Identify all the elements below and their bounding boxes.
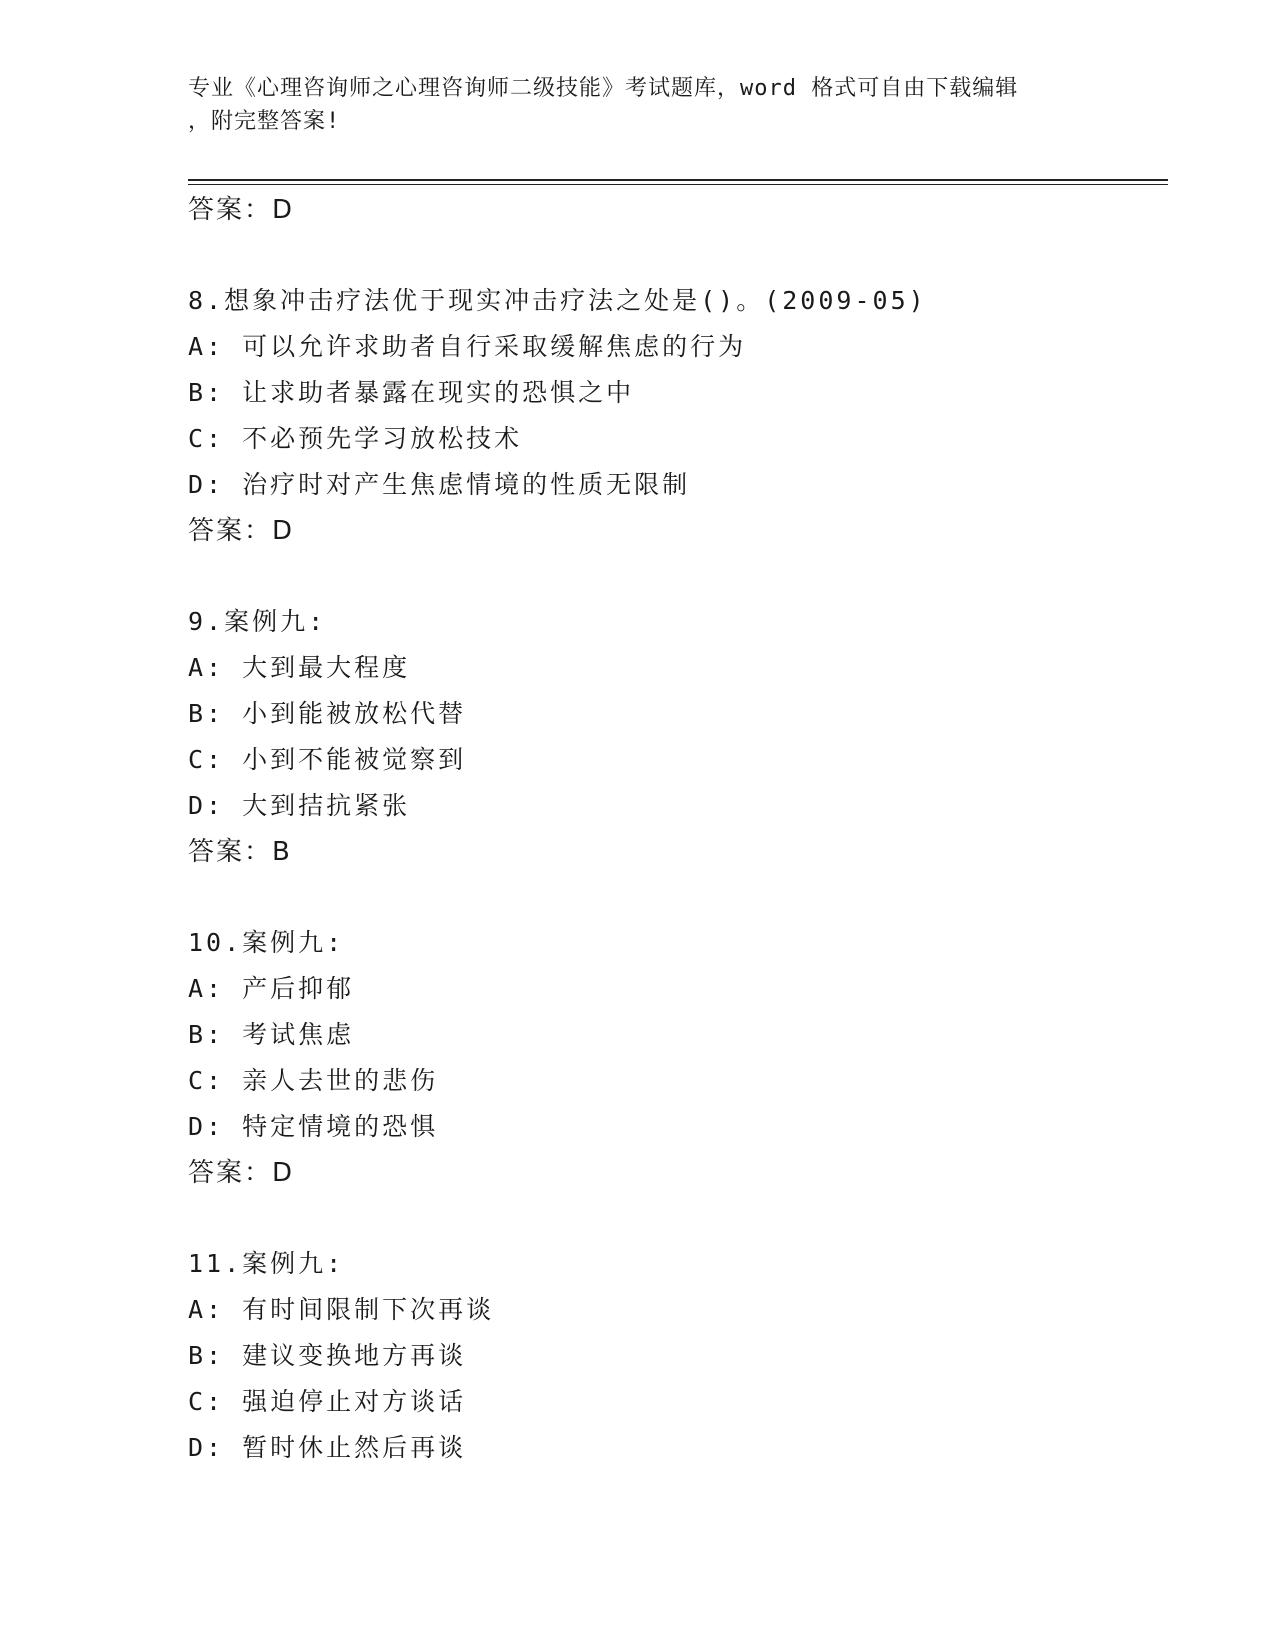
header-line-2: ，附完整答案!: [188, 109, 341, 134]
spacer: [188, 554, 1168, 599]
answer: 答案：D: [188, 516, 295, 546]
option-a: A: 有时间限制下次再谈: [188, 1295, 495, 1324]
spacer: [188, 875, 1168, 920]
answer: 答案：B: [188, 837, 292, 867]
header-line-1: 专业《心理咨询师之心理咨询师二级技能》考试题库，word 格式可自由下载编辑: [188, 76, 1019, 101]
answer-previous: 答案：D: [188, 195, 295, 225]
option-c: C: 不必预先学习放松技术: [188, 424, 523, 453]
option-a: A: 大到最大程度: [188, 653, 411, 682]
header-divider-thin: [188, 184, 1168, 185]
option-b: B: 考试焦虑: [188, 1020, 355, 1049]
page-header: [188, 72, 1088, 138]
question-text: 11.案例九:: [188, 1249, 345, 1278]
option-b: B: 让求助者暴露在现实的恐惧之中: [188, 378, 635, 407]
option-d: D: 特定情境的恐惧: [188, 1112, 439, 1141]
question-9: [188, 599, 1168, 875]
spacer: [188, 1196, 1168, 1241]
option-a: A: 产后抑郁: [188, 974, 355, 1003]
option-c: C: 亲人去世的悲伤: [188, 1066, 439, 1095]
question-10: [188, 920, 1168, 1196]
question-text: 9.案例九:: [188, 607, 327, 636]
option-b: B: 建议变换地方再谈: [188, 1341, 467, 1370]
option-c: C: 强迫停止对方谈话: [188, 1387, 467, 1416]
option-c: C: 小到不能被觉察到: [188, 745, 467, 774]
option-a: A: 可以允许求助者自行采取缓解焦虑的行为: [188, 332, 747, 361]
option-d: D: 暂时休止然后再谈: [188, 1433, 467, 1462]
spacer: [188, 233, 1168, 278]
question-11: [188, 1241, 1168, 1471]
option-b: B: 小到能被放松代替: [188, 699, 467, 728]
question-text: 8.想象冲击疗法优于现实冲击疗法之处是()。(2009-05): [188, 286, 927, 315]
option-d: D: 大到拮抗紧张: [188, 791, 411, 820]
question-list: [188, 187, 1168, 1471]
answer: 答案：D: [188, 1158, 295, 1188]
option-d: D: 治疗时对产生焦虑情境的性质无限制: [188, 470, 691, 499]
header-divider-thick: [188, 179, 1168, 181]
question-8: [188, 278, 1168, 554]
question-text: 10.案例九:: [188, 928, 345, 957]
